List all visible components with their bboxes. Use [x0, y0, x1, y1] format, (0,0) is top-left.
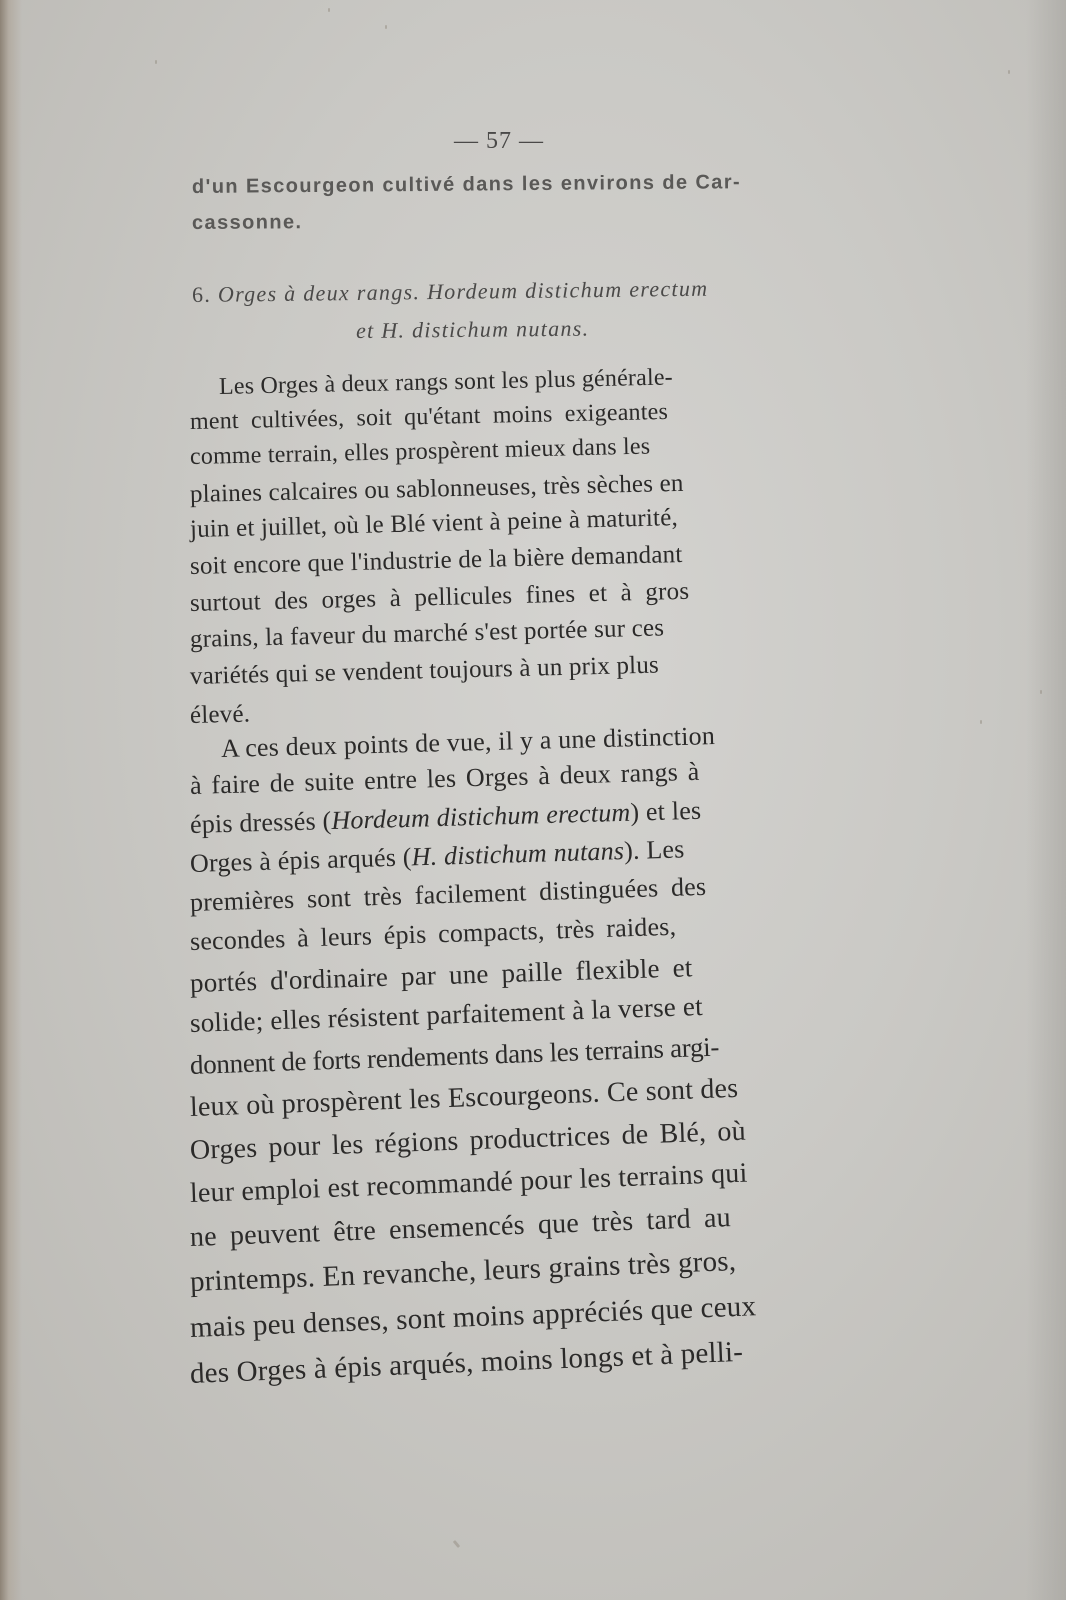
text-line: variétés qui se vendent toujours à un prix plus [189, 651, 660, 690]
text-line: comme terrain, elles prospèrent mieux dans les [189, 433, 651, 470]
text-line: ment cultivées, soit qu'étant moins exigeantes [189, 398, 669, 435]
text-line: printemps. En revanche, leurs grains très gros, [189, 1245, 737, 1298]
continuation-line: cassonne. [191, 211, 303, 234]
text-line: plaines calcaires ou sablonneuses, très sèches en [189, 469, 684, 508]
text-line: surtout des orges à pellicules fines et à gros [189, 577, 690, 617]
taxon-name: Hordeum distichum erectum [330, 797, 631, 836]
text-segment: ). Les [623, 834, 685, 866]
text-segment: Orges à épis arqués ( [189, 842, 413, 878]
text-line: Orges pour les régions productrices de Blé, où [189, 1115, 747, 1166]
text-line [190, 834, 685, 879]
text-line: donnent de forts rendements dans les terrains argi- [189, 1031, 720, 1080]
text-line: premières sont très facilement distinguées des [189, 871, 707, 917]
text-line: leur emploi est recommandé pour les terrains qui [189, 1157, 748, 1209]
section-title: Orges à deux rangs. Hordeum distichum erectum [217, 275, 709, 307]
text-line: secondes à leurs épis compacts, très raides, [189, 911, 677, 956]
section-heading-line1 [192, 276, 709, 308]
text-line: des Orges à épis arqués, moins longs et à pelli- [189, 1335, 744, 1390]
text-line: juin et juillet, où le Blé vient à peine à maturité, [189, 504, 679, 543]
page-number: — 57 — [454, 128, 544, 154]
text-line: A ces deux points de vue, il y a une distinction [220, 721, 716, 763]
text-segment: épis dressés ( [189, 806, 332, 839]
text-segment: ) et les [629, 795, 702, 827]
text-line: leux où prospèrent les Escourgeons. Ce sont des [189, 1072, 739, 1123]
text-line: portés d'ordinaire par une paille flexible et [189, 952, 693, 998]
text-line: soit encore que l'industrie de la bière demandant [189, 540, 683, 580]
continuation-line: d'un Escourgeon cultivé dans les environs de Car- [191, 171, 742, 198]
section-heading-line2: et H. distichum nutans. [355, 315, 590, 343]
text-line: ne peuvent être ensemencés que très tard au [189, 1202, 732, 1253]
text-line [190, 796, 702, 840]
text-line: solide; elles résistent parfaitement à la verse et [189, 990, 704, 1038]
taxon-name: H. distichum nutans [411, 836, 625, 872]
text-line: Les Orges à deux rangs sont les plus générale- [218, 364, 674, 400]
section-number: 6. [191, 281, 212, 307]
text-line: mais peu denses, sont moins appréciés que ceux [189, 1290, 757, 1344]
text-line: élevé. [189, 700, 251, 729]
text-line: grains, la faveur du marché s'est portée sur ces [189, 614, 665, 653]
text-line: à faire de suite entre les Orges à deux rangs à [189, 756, 700, 800]
